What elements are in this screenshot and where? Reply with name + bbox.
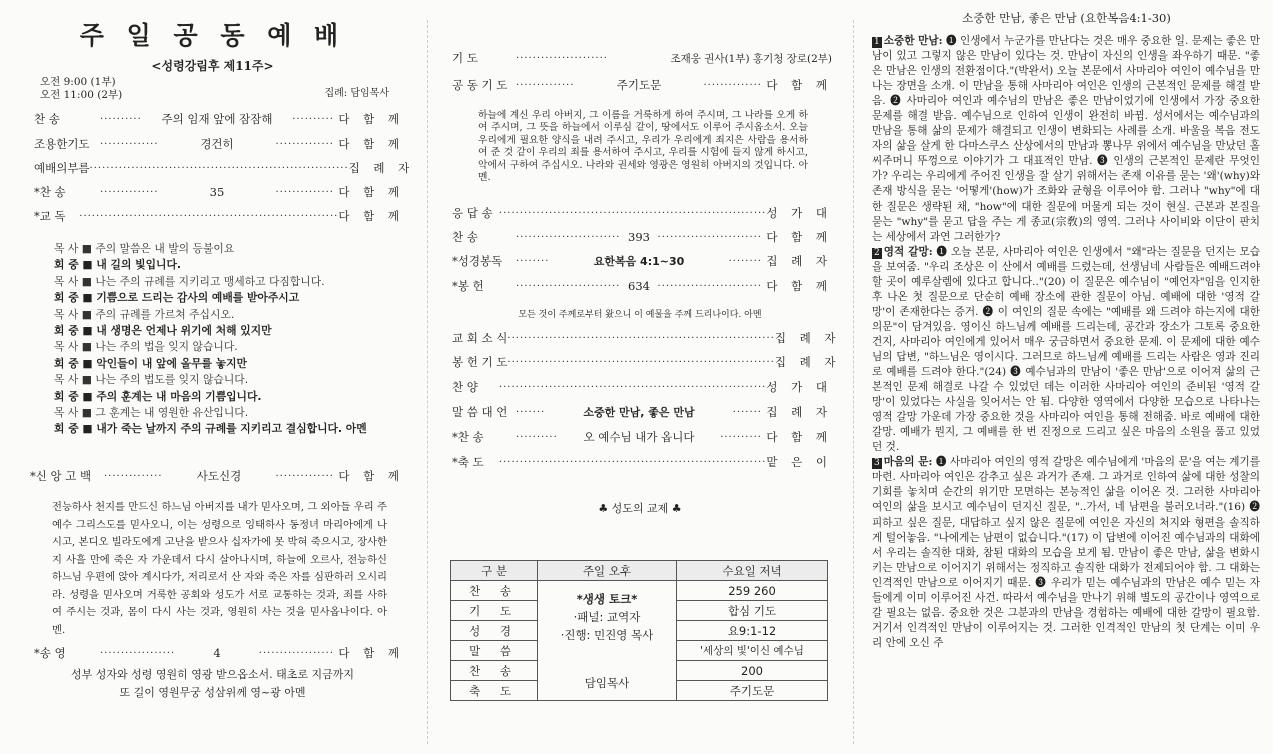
order-label: 찬 양	[452, 380, 478, 394]
order-leader: 집 례 자	[766, 405, 832, 419]
order-label: *축 도	[452, 455, 484, 469]
order-row	[452, 404, 832, 420]
afternoon-title: *생생 토크*	[576, 591, 638, 606]
dot-leader: ·························	[516, 280, 621, 292]
left-column	[0, 0, 425, 754]
table-cell: 259 260	[677, 581, 828, 601]
table-cell: 기 도	[451, 601, 538, 621]
dot-leader: ·························	[657, 280, 762, 292]
reading-line: 목 사 ■ 그 훈계는 내 영원한 유산입니다.	[54, 406, 249, 420]
dot-leader: ··········	[516, 431, 558, 443]
order-leader: 집 례 자	[774, 331, 841, 345]
order-row	[452, 253, 832, 269]
section-heading: 소중한 만남:	[883, 35, 943, 47]
order-item: 35	[209, 185, 225, 199]
order-label: 교 회 소 식	[452, 331, 508, 345]
sermon-title: 소중한 만남, 좋은 만남	[583, 406, 695, 419]
order-item: 조재웅 권사(1부) 홍기청 장로(2부)	[670, 52, 832, 65]
table-header: 구 분	[451, 561, 538, 581]
table-cell: 축 도	[451, 681, 538, 701]
order-row	[452, 278, 832, 294]
table-cell: 합심 기도	[677, 601, 828, 621]
order-label: 조용한기도	[34, 137, 90, 151]
order-row	[34, 111, 404, 127]
dot-leader: ··············	[275, 138, 334, 150]
section-number: 3	[874, 458, 880, 469]
order-item: 주기도문	[616, 78, 662, 92]
dot-leader: ·······	[732, 406, 762, 418]
reading-line: 회 중 ■ 기쁨으로 드리는 감사의 예배를 받아주시고	[54, 291, 300, 305]
offering-note: 모든 것이 주께로부터 왔으니 이 예물을 주께 드리나이다. 아멘	[518, 310, 762, 320]
order-leader: 집 례 자	[774, 355, 841, 369]
sermon-outline	[872, 34, 1260, 651]
doxology-item: 4	[213, 646, 221, 660]
table-cell: 200	[677, 661, 828, 681]
sermon-heading: 소중한 만남, 좋은 만남 (요한복음4:1-30)	[962, 11, 1171, 25]
dot-leader: ··················	[100, 647, 176, 659]
order-row	[452, 77, 832, 93]
table-cell: '세상의 빛'이신 예수님	[677, 641, 828, 661]
reading-line: 목 사 ■ 나는 주의 법도를 잊지 않습니다.	[54, 373, 249, 387]
order-leader: 다 함 께	[766, 78, 832, 92]
afternoon-cell	[538, 581, 677, 701]
section-heading: 마음의 문:	[883, 456, 933, 469]
order-leader: 다 함 께	[338, 137, 404, 151]
doxology-line: 성부 성자와 성령 영원히 영광 받으옵소서. 태초로 지금까지	[71, 668, 354, 681]
reading-line: 목 사 ■ 주의 말씀은 내 발의 등불이요	[54, 242, 235, 255]
time-second: 오전 11:00 (2부)	[40, 89, 123, 101]
dot-leader: ·························	[657, 231, 762, 243]
doxology-line: 또 길이 영원무궁 성삼위께 영~광 아멘	[119, 686, 306, 699]
reading-line: 회 중 ■ 악인들이 내 앞에 올무를 놓지만	[54, 356, 247, 370]
afternoon-bless: 담임목사	[584, 675, 630, 690]
order-row	[452, 205, 832, 221]
table-cell: 성 경	[451, 621, 538, 641]
order-row	[34, 184, 404, 200]
reading-line: 목 사 ■ 주의 규례를 가르쳐 주십시오.	[54, 307, 235, 321]
reading-line: 회 중 ■ 주의 훈계는 내 마음의 기쁨입니다.	[54, 389, 262, 403]
order-leader: 성 가 대	[766, 380, 832, 394]
order-row	[452, 330, 841, 346]
order-leader: 다 함 께	[766, 279, 832, 293]
fellowship-title: ♣ 성도의 교제 ♣	[598, 502, 682, 515]
dot-leader: ··············	[275, 470, 334, 482]
order-leader: 맡 은 이	[766, 455, 832, 469]
table-header: 수요일 저녁	[677, 561, 828, 581]
reading-line: 목 사 ■ 나는 주의 법을 잊지 않습니다.	[54, 340, 238, 354]
table-cell: 주기도문	[677, 681, 828, 701]
dot-leader: ········	[728, 255, 762, 267]
column-divider	[853, 20, 854, 744]
dot-leader: ·························	[516, 231, 621, 243]
order-row	[452, 429, 832, 445]
table-header-row	[451, 561, 828, 581]
table-cell: 찬 송	[451, 661, 538, 681]
dot-leader: ································································	[507, 356, 775, 368]
time-first: 오전 9:00 (1부)	[40, 76, 116, 88]
section-text: ❶ 오늘 본문, 사마리아 여인은 인생에서 "왜"라는 질문을 던지는 모습을 보여줌. "우리 조상은 이 산에서 예배를 드렸는데, 선생님네 사람들은 예배드려야 할 곳이 예루살렘에 있다고 합니다.."(20) 이 질문은 예수님이 "예언자"임을 인지한 후 나온 첫 질문으로 단순히 예배 장소에 관한 질문이 아님. 예배에 대한 '영적 갈망'이 존재한다는 증거. ❷ 이 여인의 질문 속에는 "예배를 왜 드려야 하는지에 대한 의문"이 담겨있음. 영이신 하느님께 예배를 드리는데, 공간과 장소가 그토록 중요한 건지, 사마리아 여인에게 있어서 매우 궁금하면서 중요한 문제. 이 문제에 대한 예수님의 답변, "하느님은 영이시다. 그러므로 하느님께 예배를 드리는 사람은 영과 진리로 예배를 드려야 한다."(24) ❸ 예수님과의 만남이 '좋은 만남'으로 이어져 삶의 근본적인 문제 해결로 나갈 수 있었던 데는 이러한 사마리아 여인의 준비된 '영적 갈망'이 있었다는 사실을 잊어서는 안 됨. 다양한 영역에서 다양한 모습으로 나타나는 영적 갈망 가운데 가장 중요한 것을 사마리아 여인을 통해 전해줌. 바로 예배에 대한 갈망. 예배가 뭔지, 그 예배를 한 번 진정으로 드리고 싶은 마음의 소원을 품고 있었던 것.	[872, 245, 1260, 454]
order-row	[34, 208, 404, 224]
order-row	[452, 50, 832, 66]
dot-leader: ··········	[720, 431, 762, 443]
order-label: 봉 헌 기 도	[452, 355, 508, 369]
afternoon-host: ·진행: 민진영 목사	[560, 627, 654, 642]
order-label: *봉 헌	[452, 279, 484, 293]
section-heading: 영적 갈망:	[883, 245, 933, 258]
service-subtitle: <성령강림후 제11주>	[151, 59, 274, 73]
dot-leader: ··············	[703, 79, 762, 91]
order-label: 찬 송	[452, 230, 478, 244]
doxology-label: *송 영	[34, 646, 66, 660]
table-header: 주일 오후	[538, 561, 677, 581]
creed-label: *신 앙 고 백	[30, 469, 92, 483]
reading-line: 회 중 ■ 내 생명은 언제나 위기에 처해 있지만	[54, 324, 272, 338]
order-row	[34, 160, 415, 176]
order-label: 응 답 송	[452, 206, 493, 220]
table-cell: 말 씀	[451, 641, 538, 661]
dot-leader: ··············	[100, 186, 159, 198]
dot-leader: ··············	[516, 79, 575, 91]
doxology-leader: 다 함 께	[338, 646, 404, 660]
order-row	[452, 379, 832, 395]
order-leader: 다 함 께	[338, 112, 404, 126]
section-number: 2	[874, 247, 880, 258]
doxology-text	[40, 666, 385, 702]
order-item: 경건히	[200, 137, 234, 151]
order-item: 393	[628, 230, 650, 244]
order-row	[452, 454, 832, 470]
section-number: 1	[874, 37, 880, 47]
order-leader: 다 함 께	[766, 430, 832, 444]
dot-leader: ··········	[100, 113, 142, 125]
table-row	[451, 581, 828, 601]
dot-leader: ································································	[507, 332, 775, 344]
order-leader: 다 함 께	[766, 230, 832, 244]
scripture-reading: 요한복음 4:1~30	[593, 255, 685, 268]
order-label: *성경봉독	[452, 254, 503, 268]
section-text: ❶ 인생에서 누군가를 만난다는 것은 매우 중요한 일. 문제는 좋은 만남이 있고 그렇지 않은 만남이 있다는 것. 만남이 자신의 인생을 좌우하기 때문. "좋은 만남은 인생의 전환점이다."(박완서) 오늘 본문에서 사마리아 여인이 예수님을 만나는 장면을 소개. 이 만남을 통해 사마리아 여인은 인생의 근본적인 문제를 해결 받음. ❷ 사마리아 여인과 예수님의 만남은 좋은 만남이었기에 인생에서 가장 중요한 문제를 해결 받음. 예수님으로 인하여 인생이 완전히 바뀜. 성서에서는 예수님과의 만남을 통해 삶의 문제가 해결되고 인생이 변화되는 사례를 소개. 바울을 복음 전도자의 삶을 살게 한 다마스쿠스 산상에서의 만남과 뽕나무 위에서 예수님을 만났던 홀씨주머니 뚜껑으로 이야기가 그 대표적인 만남. ❸ 인생의 근본적인 문제란 무엇인가? 우리는 우리에게 주어진 인생을 잘 살기 위해서는 존재 이유를 묻는 '왜'(why)와 존재 방식을 묻는 '어떻게'(how)가 조화와 균형을 이루어야 함. 그러나 "why"에 대한 질문은 생략된 채, "how"에 대한 질문에 머물게 되는 것이 현실. 근본과 본질을 묻는 "why"를 묻고 답을 주는 게 종교(宗敎)의 영역. 그러나 사이비와 이단이 판치는 세상에서 과연 그러한가?	[872, 35, 1260, 243]
reading-line: 목 사 ■ 나는 주의 규례를 지키리고 맹세하고 다짐합니다.	[54, 274, 325, 288]
creed-leader: 다 함 께	[338, 469, 404, 483]
service-times	[40, 76, 122, 102]
table-cell: 찬 송	[451, 581, 538, 601]
afternoon-panel: ·패널: 교역자	[573, 609, 641, 624]
order-label: 기 도	[452, 51, 478, 65]
order-label: 예배의부름	[34, 161, 90, 175]
reading-line: 회 중 ■ 내가 죽는 날까지 주의 규례를 지키리고 결심합니다. 아멘	[54, 422, 367, 436]
dot-leader: ································································	[498, 207, 767, 219]
order-leader: 다 함 께	[338, 185, 404, 199]
order-label: 말 씀 대 언	[452, 405, 508, 419]
section-text: ❶ 사마리아 여인의 영적 갈망은 예수님에게 '마음의 문'을 여는 계기를 마련. 사마리아 여인은 감추고 싶은 과거가 존재. 그 과거로 인하여 삶에 대한 성찰의 기회를 놓치며 순간의 위기만 모면하는 본능적인 삶을 이어온 것. 그러한 사마리아 여인의 삶을 보시고 예수님이 던지신 질문, "..가서, 네 남편을 불러오너라."(16) ❷ 피하고 싶은 질문, 대답하고 싶지 않은 질문에 여인은 자신의 처지와 형편을 솔직하게 털어놓음. "나에게는 남편이 없습니다."(17) 이 답변에 이어진 예수님과의 대화에서 우리는 솔직한 대화, 참된 대화의 모습을 보게 됨. 만남이 좋은 만남, 삶을 변화시키는 만남으로 이어지기 위해서는 정직하고 솔직한 대화가 전제되어야 함. 그 대화는 인격적인 만남으로 이어지기 때문. ❸ 우리가 믿는 예수님과의 만남은 예수 믿는 자들에게 이미 이루어진 사건. 따라서 예수님을 만나기 위해 별도의 공간이나 영역으로 갈 필요는 없음. 중요한 것은 그분과의 만남을 경험하는 예배에 대한 갈망이 필요함. 거기서 인격적인 만남이 이루어지는 것. 그러한 인격적인 만남의 첫 단계는 이미 우리 안에 오신 주	[872, 456, 1260, 649]
order-label: *찬 송	[34, 185, 66, 199]
dot-leader: ··············	[104, 470, 163, 482]
presider: 집례: 담임목사	[324, 88, 389, 99]
order-leader: 성 가 대	[766, 206, 832, 220]
order-leader: 다 함 께	[338, 209, 404, 223]
order-row	[452, 354, 841, 370]
order-row	[452, 229, 832, 245]
order-leader: 집 례 자	[348, 161, 415, 175]
order-label: *교 독	[34, 209, 66, 223]
dot-leader: ··················	[258, 647, 334, 659]
order-label: 찬 송	[34, 112, 60, 126]
service-title: 주 일 공 동 예 배	[79, 21, 346, 50]
column-divider	[427, 20, 428, 744]
order-item: 주의 임재 앞에 잠잠해	[161, 112, 273, 126]
dot-leader: ······················	[516, 52, 608, 64]
order-item: 오 예수님 내가 옵니다	[583, 430, 695, 444]
order-label: *찬 송	[452, 430, 484, 444]
reading-line: 회 중 ■ 내 길의 빛입니다.	[54, 258, 181, 272]
dot-leader: ········	[516, 255, 550, 267]
lords-prayer: 하늘에 계신 우리 아버지, 그 이름을 거룩하게 하여 주시며, 그 나라를 오게 하여 주시며, 그 뜻을 하늘에서 이루심 같이, 땅에서도 이루어 주시옵소서. 오늘 우리에게 필요한 양식을 내려 주시고, 우리가 우리에게 죄지은 사람을 용서하여 준 것 같이 우리의 죄를 용서하여 주시고, 우리를 시험에 들지 않게 하시고, 악에서 구하여 주십시오. 나라와 권세와 영광은 영원히 아버지의 것입니다. 아멘.	[478, 110, 808, 184]
dot-leader: ··············	[100, 138, 159, 150]
schedule-table	[450, 560, 828, 701]
dot-leader: ································································	[498, 456, 767, 468]
middle-column	[430, 0, 850, 754]
creed-item: 사도신경	[196, 469, 242, 483]
dot-leader: ······························································	[79, 210, 339, 222]
dot-leader: ·······	[516, 406, 546, 418]
apostles-creed: 전능하사 천지를 만드신 하느님 아버지를 내가 믿사오며, 그 외아들 우리 주 예수 그리스도를 믿사오니, 이는 성령으로 잉태하사 동정녀 마리아에게 나시고, 본디오 빌라도에게 고난을 받으사 십자가에 못 박혀 죽으시고, 장사한 지 사흘 만에 죽은 자 가운데서 다시 살아나시며, 하늘에 오르사, 전능하신 하느님 우편에 앉아 계시다가, 저리로서 산 자와 죽은 자를 심판하러 오시리라. 성령을 믿사오며 거룩한 공회와 성도가 서로 교통하는 것과, 죄를 사하여 주시는 것과, 몸이 다시 사는 것과, 영원히 사는 것을 믿사옵나이다. 아멘.	[52, 501, 387, 636]
dot-leader: ································································	[498, 381, 767, 393]
responsive-reading	[54, 241, 367, 438]
creed-row	[30, 468, 404, 484]
order-label: 공 동 기 도	[452, 78, 508, 92]
dot-leader: ··········	[292, 113, 334, 125]
order-item: 634	[628, 279, 650, 293]
dot-leader: ······························································	[89, 162, 349, 174]
sermon-column	[860, 0, 1273, 754]
order-leader: 집 례 자	[766, 254, 832, 268]
order-row	[34, 136, 404, 152]
table-cell: 요9:1-12	[677, 621, 828, 641]
doxology-row	[34, 645, 404, 661]
dot-leader: ··············	[275, 186, 334, 198]
